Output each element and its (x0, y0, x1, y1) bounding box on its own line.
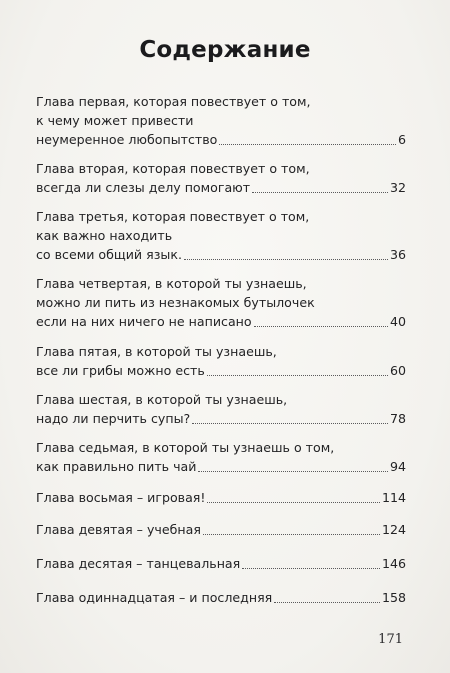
toc-entry-line: если на них ничего не написано (36, 314, 252, 329)
toc-entry-last-line (36, 409, 406, 428)
page-title: Содержание (139, 37, 311, 63)
toc-entry (36, 390, 406, 428)
toc-page-number: 60 (389, 363, 406, 378)
toc-entry-line: Глава третья, которая повествует о том, (36, 209, 310, 224)
dot-leader (203, 533, 380, 535)
dot-leader (207, 374, 388, 376)
toc-entry-line: можно ли пить из незнакомых бутылочек (36, 295, 315, 310)
toc-entry-line: Глава восьмая – игровая! (36, 490, 206, 505)
toc-entry-last-line (36, 130, 406, 149)
toc-page-number: 32 (389, 180, 406, 195)
toc-entry-line: как важно находить (36, 228, 173, 243)
dot-leader (242, 567, 380, 569)
toc-entry-line: Глава одиннадцатая – и последняя (36, 590, 273, 605)
toc-entry-line: Глава десятая – танцевальная (36, 556, 241, 571)
toc-entry-line: Глава вторая, которая повествует о том, (36, 161, 310, 176)
toc-entry-last-line (36, 554, 406, 573)
toc-entry-last-line (36, 488, 406, 507)
toc-entry-line: надо ли перчить супы? (36, 411, 191, 426)
toc-entry (36, 554, 406, 573)
toc-entry-line: Глава четвертая, в которой ты узнаешь, (36, 276, 307, 291)
toc-entry-line: все ли грибы можно есть (36, 363, 205, 378)
toc-page-number: 40 (389, 314, 406, 329)
toc-entry-last-line (36, 361, 406, 380)
toc-page-number: 124 (381, 522, 406, 537)
toc-page-number: 114 (381, 490, 406, 505)
toc-entry (36, 588, 406, 607)
dot-leader (192, 422, 388, 424)
toc-entry-last-line (36, 178, 406, 197)
toc-entry-line: Глава первая, которая повествует о том, (36, 94, 311, 109)
toc-entry (36, 274, 406, 331)
toc-page-number: 146 (381, 556, 406, 571)
toc-entry-line: неумеренное любопытство (36, 132, 218, 147)
toc-entry-line: Глава седьмая, в которой ты узнаешь о том, (36, 440, 335, 455)
toc-page-number: 158 (381, 590, 406, 605)
toc-entry (36, 207, 406, 264)
toc-entry (36, 438, 406, 476)
dot-leader (207, 501, 380, 503)
toc-page-number: 94 (389, 459, 406, 474)
toc-entry-line: Глава пятая, в которой ты узнаешь, (36, 344, 277, 359)
dot-leader (184, 258, 388, 260)
toc-entry-line: как правильно пить чай (36, 459, 197, 474)
dot-leader (198, 470, 388, 472)
toc-page-number: 6 (397, 132, 406, 147)
toc-entry-last-line (36, 312, 406, 331)
toc-page-number: 36 (389, 247, 406, 262)
toc-entry-line: Глава девятая – учебная (36, 522, 201, 537)
toc-entry-line: всегда ли слезы делу помогают (36, 180, 251, 195)
toc-entry-last-line (36, 520, 406, 539)
toc-entry-line: к чему может привести (36, 113, 194, 128)
toc-entry-line: Глава шестая, в которой ты узнаешь, (36, 392, 288, 407)
dot-leader (219, 143, 396, 145)
toc-entry-last-line (36, 588, 406, 607)
page-number: 171 (378, 632, 403, 647)
toc-entry-last-line (36, 245, 406, 264)
toc-page-number: 78 (389, 411, 406, 426)
dot-leader (252, 191, 388, 193)
toc-entry (36, 342, 406, 380)
toc-entry-line: со всеми общий язык. (36, 247, 182, 262)
toc-entry-last-line (36, 457, 406, 476)
dot-leader (274, 601, 380, 603)
toc-entry (36, 488, 406, 507)
toc-entry (36, 159, 406, 197)
toc-entry (36, 520, 406, 539)
dot-leader (254, 325, 388, 327)
toc-entry (36, 92, 406, 149)
